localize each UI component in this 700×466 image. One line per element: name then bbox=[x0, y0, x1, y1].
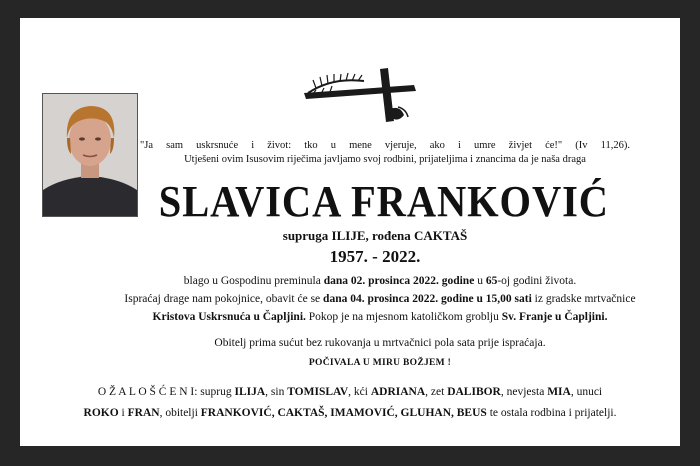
condolence-note: Obitelj prima sućut bez rukovanja u mrtvačnici pola sata prije ispraćaja. bbox=[214, 337, 546, 349]
mourners-text: i bbox=[118, 407, 128, 419]
mourners-label: O Ž A L O Š Ć E N I bbox=[97, 386, 195, 398]
death-paragraph bbox=[120, 273, 640, 290]
spouse-line: supruga ILIJE, rođena CAKTAŠ bbox=[282, 228, 468, 243]
mourners-text: , kći bbox=[348, 386, 371, 398]
mourners-text: : suprug bbox=[194, 386, 235, 398]
death-text-mid: u bbox=[474, 275, 486, 287]
mourners-text: , unuci bbox=[570, 386, 603, 398]
mourners-text: , zet bbox=[425, 386, 448, 398]
husband-name: ILIJA bbox=[234, 386, 266, 398]
rip-text: POČIVALA U MIRU BOŽJEM ! bbox=[308, 358, 452, 368]
farewell-date: dana 04. prosinca 2022. godine u 15,00 sati bbox=[323, 293, 532, 305]
quote-line-2: Utješeni ovim Isusovim riječima javljamo svoj rodbini, prijateljima i znancima da je naša draga bbox=[184, 154, 586, 165]
mourners-line-1 bbox=[40, 382, 660, 403]
burial-text: Pokop je na mjesnom katoličkom groblju bbox=[305, 311, 502, 323]
death-text-end: -oj godini života. bbox=[497, 275, 577, 287]
obituary-card bbox=[20, 18, 680, 446]
farewell-line-2 bbox=[120, 309, 640, 326]
chapel-name: Kristova Uskrsnuća u Čapljini. bbox=[152, 311, 306, 323]
death-age: 65 bbox=[485, 275, 498, 287]
mourners-text: , nevjesta bbox=[500, 386, 548, 398]
death-date: dana 02. prosinca 2022. godine bbox=[323, 275, 475, 287]
portrait-image bbox=[43, 94, 137, 216]
farewell-place: iz gradske mrtvačnice bbox=[531, 293, 636, 305]
bible-quote bbox=[140, 139, 630, 167]
cross-with-palm-icon bbox=[302, 63, 422, 127]
rip-line bbox=[120, 354, 640, 372]
family-names: FRANKOVIĆ, CAKTAŠ, IMAMOVIĆ, GLUHAN, BEUS bbox=[200, 407, 487, 419]
quote-line-1: "Ja sam uskrsnuće i život: tko u mene vjeruje, ako i umre živjet će!" (Iv 11,26). bbox=[140, 140, 630, 151]
son-in-law-name: DALIBOR bbox=[447, 386, 501, 398]
grandchild-name-2: FRAN bbox=[127, 407, 160, 419]
mourners-text: , sin bbox=[265, 386, 288, 398]
son-name: TOMISLAV bbox=[287, 386, 349, 398]
daughter-in-law-name: MIA bbox=[547, 386, 571, 398]
mourners-text: , obitelji bbox=[159, 407, 201, 419]
life-years: 1957. - 2022. bbox=[329, 247, 421, 266]
death-text: blago u Gospodinu preminula bbox=[183, 275, 324, 287]
mourners-line-2 bbox=[40, 403, 660, 424]
farewell-line-1 bbox=[120, 291, 640, 308]
mourners-text: te ostala rodbina i prijatelji. bbox=[486, 407, 617, 419]
cemetery-name: Sv. Franje u Čapljini. bbox=[501, 311, 608, 323]
daughter-name: ADRIANA bbox=[370, 386, 426, 398]
farewell-text: Ispraćaj drage nam pokojnice, obavit će se bbox=[124, 293, 324, 305]
deceased-name: SLAVICA FRANKOVIĆ bbox=[158, 177, 609, 226]
grandchild-name: ROKO bbox=[83, 407, 119, 419]
portrait-photo bbox=[42, 93, 138, 217]
